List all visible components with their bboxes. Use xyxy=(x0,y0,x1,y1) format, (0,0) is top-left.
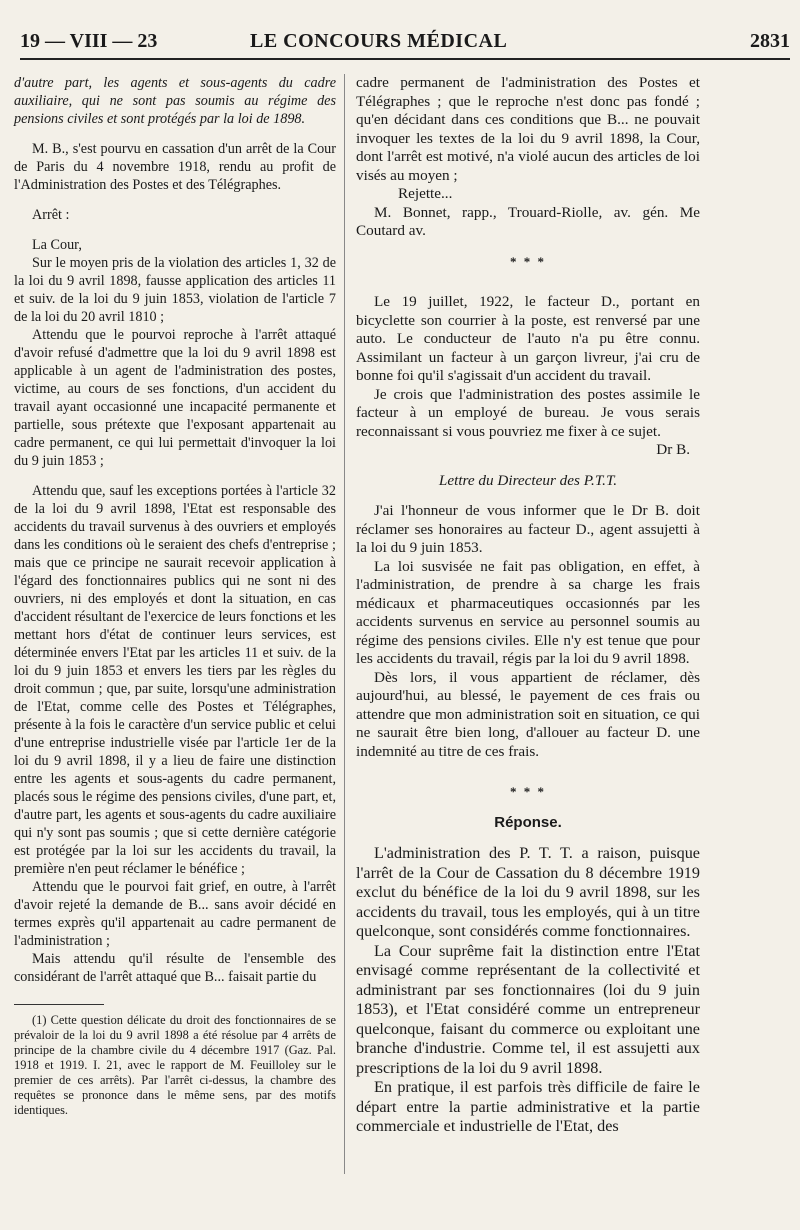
paragraph: En pratique, il est parfois très difficile de faire le départ entre la partie administrative et la partie commerciale et industrielle de l'Etat, des xyxy=(356,1078,700,1135)
letter-title: Lettre du Directeur des P.T.T. xyxy=(438,471,618,489)
rejette-line: Rejette... xyxy=(398,185,453,202)
paragraph: Je crois que l'administration des postes assimile le facteur à un employé de bureau. Je vous serais reconnaissant si vous pouvriez me fixer à ce sujet. xyxy=(356,385,700,440)
journal-title: LE CONCOURS MÉDICAL xyxy=(250,30,508,52)
reponse-heading: Réponse. xyxy=(494,813,562,831)
paragraph: Attendu que, sauf les exceptions portées à l'article 32 de la loi du 9 avril 1898, l'Etat est responsable des accidents du travail survenus à des ouvriers et employés dans les conditions où le seraient des chefs d'entreprise ; mais que ce principe ne saurait recevoir application à l'égard des fonctionnaires publics qui ne sont ni des ouvriers, ni des employés et dont la situation, en cas d'accident résultant de l'exercice de leurs fonctions et les mettant hors d'état de continuer leurs services, est déterminée envers l'Etat par les articles 11 et suiv. de la loi du 9 juin 1853 et envers les tiers par les règles du droit commun ; que, par suite, lorsqu'une administration de l'Etat, comme celle des Postes et Télégraphes, présente à la fois le caractère d'un service public et celui d'une entreprise industrielle visée par l'article 1er de la loi du 9 avril 1898, il y a lieu de faire une distinction entre les agents et sous-agents du cadre permanent, placés sous le régime des pensions civiles, d'une part, et, d'autre part, les agents et sous-agents du cadre auxiliaire qui n'y sont pas soumis ; que si cette dernière catégorie est protégée par la loi sur les accidents du travail, la première n'en peut réclamer le bénéfice ; xyxy=(14,483,336,877)
right-column xyxy=(356,74,700,1137)
column-divider xyxy=(344,74,345,1174)
footnote-rule xyxy=(14,1004,104,1005)
paragraph: J'ai l'honneur de vous informer que le Dr B. doit réclamer ses honoraires au facteur D., agent assujetti à la loi du 9 juin 1853. xyxy=(356,502,700,556)
paragraph: d'autre part, les agents et sous-agents du cadre auxiliaire, qui ne sont pas soumis au régime des pensions civiles et sont protégés par la loi de 1898. xyxy=(14,75,336,127)
paragraph: cadre permanent de l'administration des Postes et Télégraphes ; que le reproche n'est donc pas fondé ; qu'en décidant dans ces conditions que B... ne pouvait invoquer les textes de la loi du 9 avril 1898, la Cour, dont l'arrêt est motivé, n'a violé aucun des articles de loi visés au moyen ; xyxy=(356,74,700,184)
paragraph: M. B., s'est pourvu en cassation d'un arrêt de la Cour de Paris du 4 novembre 1918, rendu au profit de l'Administration des Postes et des Télégraphes. xyxy=(14,141,336,193)
issue-date: 19 — VIII — 23 xyxy=(20,30,158,52)
paragraph: Le 19 juillet, 1922, le facteur D., portant en bicyclette son courrier à la poste, est renversé par une auto. Le conducteur de l'auto n'a pu être connu. Assimilant un facteur à un garçon livreur, j'ai cru de bonne foi qu'il s'agissait d'un accident du travail. xyxy=(356,293,700,384)
paragraph: M. Bonnet, rapp., Trouard-Riolle, av. gén. Me Coutard av. xyxy=(356,203,700,239)
paragraph: Attendu que le pourvoi fait grief, en outre, à l'arrêt d'avoir rejeté la demande de B... sans avoir décidé en termes exprès qu'il appartenait au cadre permanent de l'administration ; xyxy=(14,879,336,949)
paragraph: La Cour suprême fait la distinction entre l'Etat envisagé comme représentant de la collectivité et administrant par ses fonctionnaires (loi du 9 juin 1853), et l'Etat considéré comme un entrepreneur quelconque, faisant du commerce ou exploitant une branche d'industrie. Comme tel, il est assujetti aux prescriptions de la loi du 9 avril 1898. xyxy=(356,941,700,1077)
paragraph: Sur le moyen pris de la violation des articles 1, 32 de la loi du 9 avril 1898, fausse application des articles 11 et suiv. de la loi du 9 juin 1853, violation de l'article 7 de la loi du 20 avril 1810 ; xyxy=(14,255,336,325)
page-number: 2831 xyxy=(750,30,790,52)
paragraph: Mais attendu qu'il résulte de l'ensemble des considérant de l'arrêt attaqué que B... faisait partie du xyxy=(14,951,336,985)
footnote: (1) Cette question délicate du droit des fonctionnaires de se prévaloir de la loi du 9 avril 1898 a été résolue par 4 arrêts de principe de la chambre civile du 4 décembre 1917 (Gaz. Pal. 1918 et 1919. I. 21, avec le rapport de M. Feuilloley sur le premier de ces arrêts). Par l'arrêt ci-dessus, la chambre des requêtes se prononce dans le même sens, par des motifs identiques. xyxy=(14,1013,336,1117)
arret-heading: Arrêt : xyxy=(32,207,70,223)
section-separator: * * * xyxy=(510,784,546,799)
paragraph: L'administration des P. T. T. a raison, puisque l'arrêt de la Cour de Cassation du 8 décembre 1919 exclut du bénéfice de la loi du 9 avril 1898, sur les accidents du travail, tous les employés, qui à un titre quelconque, sont considérés comme fonctionnaires. xyxy=(356,844,700,940)
left-column xyxy=(14,74,336,1118)
paragraph: Attendu que le pourvoi reproche à l'arrêt attaqué d'avoir refusé d'admettre que la loi du 9 avril 1898 est applicable à un agent de l'administration des postes, victime, au cours de ses fonctions, d'un accident du travail ayant occasionné une incapacité permanente et partielle, sous prétexte que l'exposant appartenait au cadre permanent, ce qui lui permettait d'invoquer la loi du 9 juin 1853 ; xyxy=(14,327,336,469)
paragraph: La Cour, xyxy=(32,237,82,253)
section-separator: * * * xyxy=(510,253,546,269)
paragraph: Dès lors, il vous appartient de réclamer, dès aujourd'hui, au blessé, le payement de ces frais ou attendre que mon administration soit en situation, ce qui ne saurait être bien long, d'allouer au facteur D. une indemnité au titre de ces frais. xyxy=(356,668,700,760)
signature: Dr B. xyxy=(656,441,690,458)
page-header xyxy=(20,28,790,60)
paragraph: La loi susvisée ne fait pas obligation, en effet, à l'administration, de prendre à sa charge les frais médicaux et pharmaceutiques occasionnés par les accidents survenus en service au personnel soumis au régime des pensions civiles. Elle n'y est tenue que pour les accidents du travail, régis par la loi du 9 avril 1898. xyxy=(356,557,700,667)
